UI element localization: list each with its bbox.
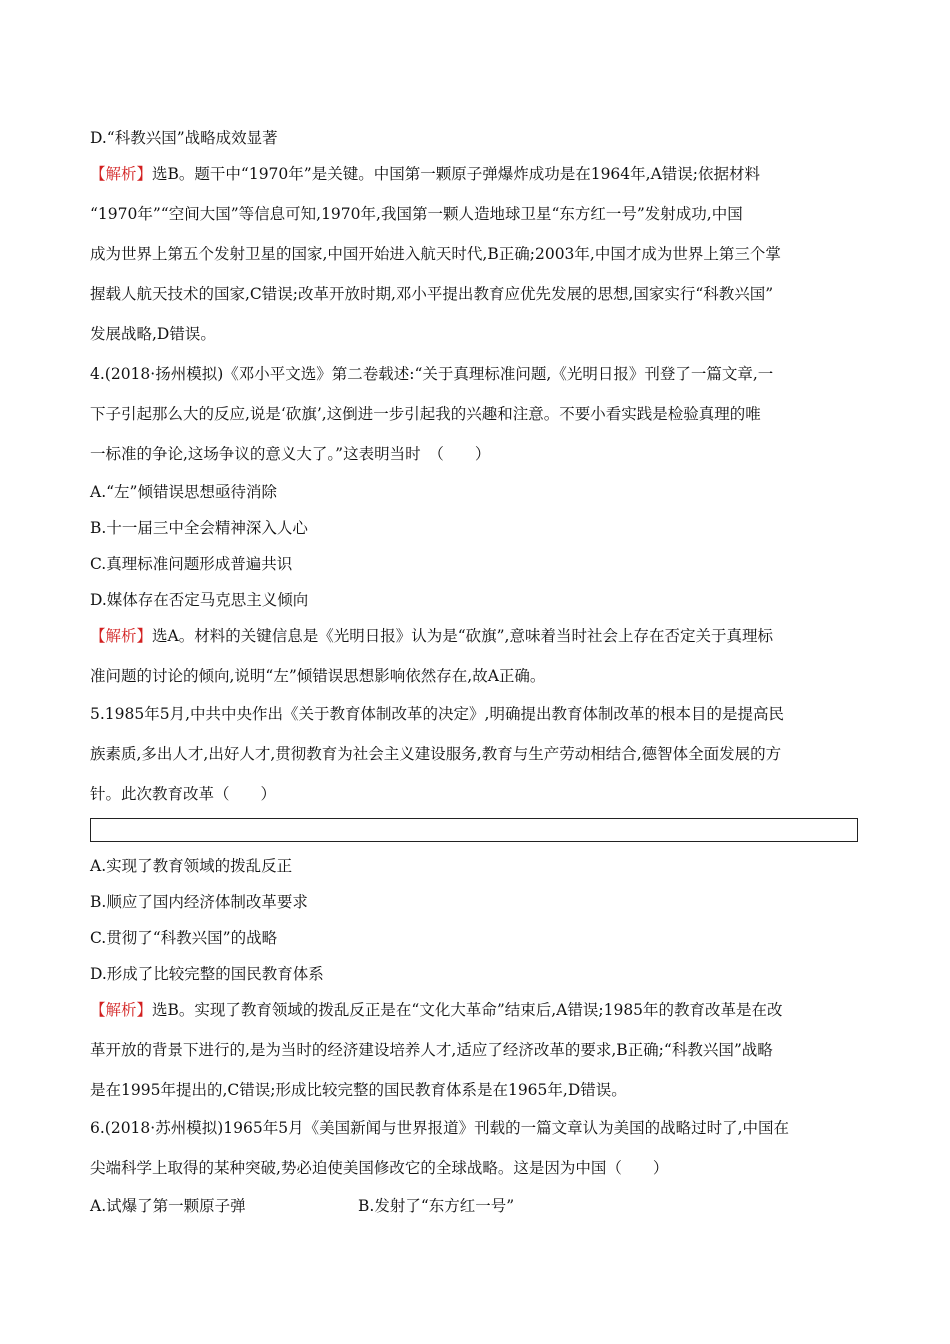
q3-option-d: D.“科教兴国”战略成效显著 — [90, 129, 278, 147]
q6-option-b: B.发射了“东方红一号” — [358, 1197, 515, 1215]
q5-analysis-line-3: 是在1995年提出的,C错误;形成比较完整的国民教育体系是在1965年,D错误。 — [90, 1081, 627, 1099]
q5-option-a: A.实现了教育领域的拨乱反正 — [90, 857, 293, 875]
q4-option-a: A.“左”倾错误思想亟待消除 — [90, 483, 277, 501]
q4-option-c: C.真理标准问题形成普遍共识 — [90, 555, 293, 573]
q6-option-a: A.试爆了第一颗原子弹 — [90, 1197, 246, 1215]
q4-stem-line-1: 4.(2018·扬州模拟)《邓小平文选》第二卷载述:“关于真理标准问题,《光明日报》刊登了一篇文章,一 — [90, 365, 774, 383]
empty-bordered-box — [90, 818, 858, 842]
q4-option-b: B.十一届三中全会精神深入人心 — [90, 519, 308, 537]
analysis-tag: 【解析】 — [90, 627, 153, 645]
q4-option-d: D.媒体存在否定马克思主义倾向 — [90, 591, 309, 609]
q3-analysis-line-4: 握载人航天技术的国家,C错误;改革开放时期,邓小平提出教育应优先发展的思想,国家实行“科教兴国” — [90, 285, 774, 303]
q3-analysis-line-5: 发展战略,D错误。 — [90, 325, 216, 343]
q4-analysis-line-2: 准问题的讨论的倾向,说明“左”倾错误思想影响依然存在,故A正确。 — [90, 667, 546, 685]
q5-stem-line-3: 针。此次教育改革（ ） — [90, 785, 277, 803]
q4-stem-line-3: 一标准的争论,这场争议的意义大了。”这表明当时 （ ） — [90, 445, 491, 463]
q3-analysis-line-2: “1970年”“空间大国”等信息可知,1970年,我国第一颗人造地球卫星“东方红一号”发射成功,中国 — [90, 205, 743, 223]
q6-stem-line-1: 6.(2018·苏州模拟)1965年5月《美国新闻与世界报道》刊载的一篇文章认为美国的战略过时了,中国在 — [90, 1119, 789, 1137]
analysis-tag: 【解析】 — [90, 1001, 153, 1019]
q3-analysis-line-3: 成为世界上第五个发射卫星的国家,中国开始进入航天时代,B正确;2003年,中国才成为世界上第三个掌 — [90, 245, 781, 263]
q4-stem-line-2: 下子引起那么大的反应,说是‘砍旗’,这倒进一步引起我的兴趣和注意。不要小看实践是检验真理的唯 — [90, 405, 761, 423]
q5-option-d: D.形成了比较完整的国民教育体系 — [90, 965, 324, 983]
q4-analysis-line-1: 【解析】选A。材料的关键信息是《光明日报》认为是“砍旗”,意味着当时社会上存在否定关于真理标 — [90, 627, 773, 645]
q5-option-b: B.顺应了国内经济体制改革要求 — [90, 893, 308, 911]
q5-stem-line-1: 5.1985年5月,中共中央作出《关于教育体制改革的决定》,明确提出教育体制改革的根本目的是提高民 — [90, 705, 784, 723]
q3-analysis-line-1: 【解析】选B。题干中“1970年”是关键。中国第一颗原子弹爆炸成功是在1964年,A错误;依据材料 — [90, 165, 760, 183]
q5-option-c: C.贯彻了“科教兴国”的战略 — [90, 929, 278, 947]
analysis-tag: 【解析】 — [90, 165, 153, 183]
q5-analysis-line-1: 【解析】选B。实现了教育领域的拨乱反正是在“文化大革命”结束后,A错误;1985年的教育改革是在改 — [90, 1001, 783, 1019]
q6-stem-line-2: 尖端科学上取得的某种突破,势必迫使美国修改它的全球战略。这是因为中国（ ） — [90, 1159, 669, 1177]
q5-stem-line-2: 族素质,多出人才,出好人才,贯彻教育为社会主义建设服务,教育与生产劳动相结合,德智体全面发展的方 — [90, 745, 782, 763]
q5-analysis-line-2: 革开放的背景下进行的,是为当时的经济建设培养人才,适应了经济改革的要求,B正确;“科教兴国”战略 — [90, 1041, 773, 1059]
